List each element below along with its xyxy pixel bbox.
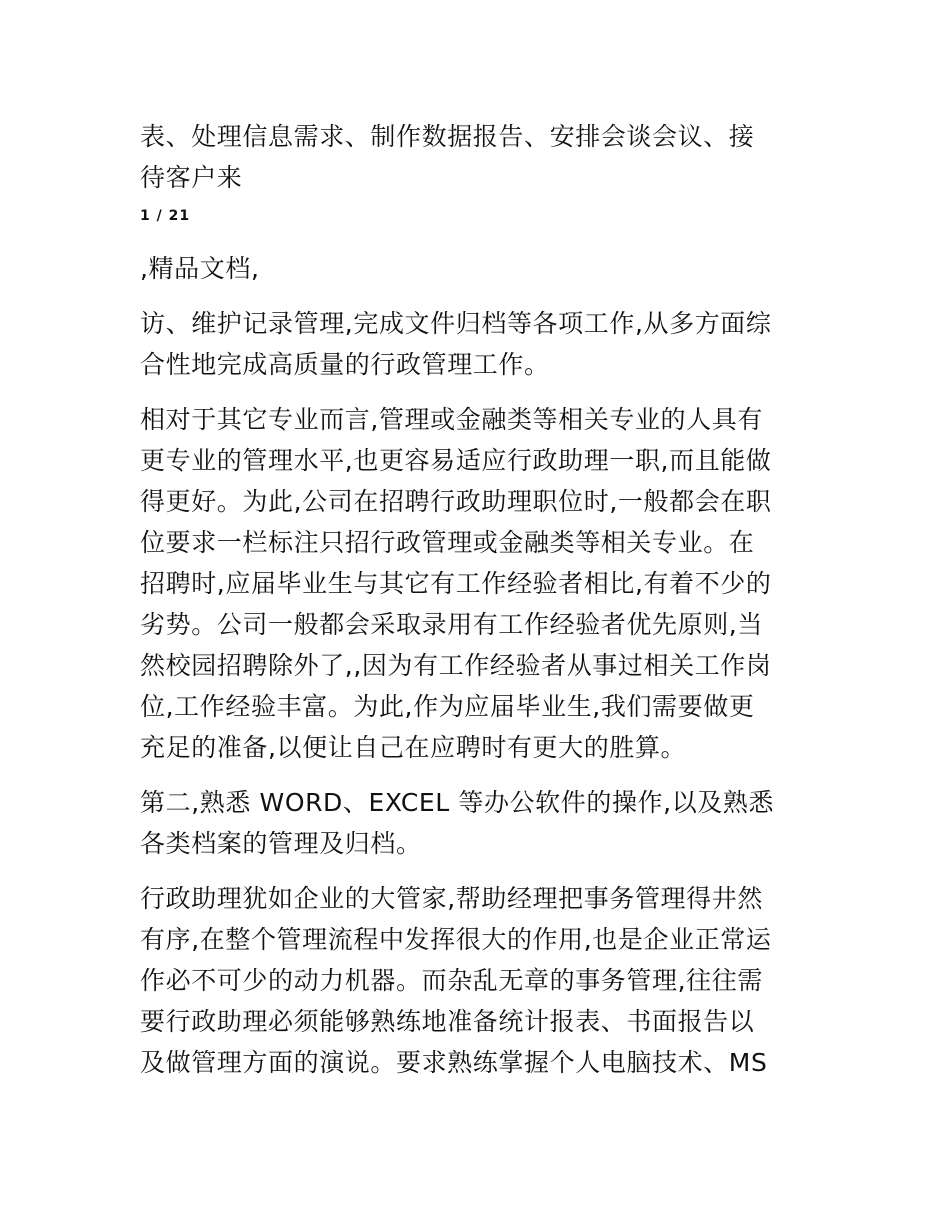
paragraph-intro — [140, 116, 812, 198]
text-line: 位,工作经验丰富。为此,作为应届毕业生,我们需要做更 — [140, 692, 755, 721]
paragraph-4 — [140, 878, 812, 1083]
text-line: 更专业的管理水平,也更容易适应行政助理一职,而且能做 — [140, 446, 772, 475]
document-content — [140, 116, 812, 1083]
text-line: 然校园招聘除外了,,因为有工作经验者从事过相关工作岗 — [140, 651, 772, 680]
text-line: 劣势。公司一般都会采取录用有工作经验者优先原则,当 — [140, 610, 763, 639]
header-tag — [140, 248, 812, 289]
text-line: 行政助理犹如企业的大管家,帮助经理把事务管理得井然 — [140, 884, 763, 913]
text-line: 各类档案的管理及归档。 — [140, 829, 422, 858]
text-line: 第二,熟悉 WORD、EXCEL 等办公软件的操作,以及熟悉 — [140, 788, 775, 817]
text-line: 及做管理方面的演说。要求熟练掌握个人电脑技术、MS — [140, 1048, 768, 1077]
text-line: 表、处理信息需求、制作数据报告、安排会谈会议、接 — [140, 122, 755, 151]
text-line: 有序,在整个管理流程中发挥很大的作用,也是企业正常运 — [140, 925, 772, 954]
text-line: ,精品文档, — [140, 254, 260, 283]
text-line: 作必不可少的动力机器。而杂乱无章的事务管理,往往需 — [140, 966, 763, 995]
text-line: 得更好。为此,公司在招聘行政助理职位时,一般都会在职 — [140, 487, 772, 516]
text-line: 充足的准备,以便让自己在应聘时有更大的胜算。 — [140, 733, 687, 762]
page-number: 1 / 21 — [140, 208, 191, 224]
paragraph-2 — [140, 399, 812, 768]
text-line: 招聘时,应届毕业生与其它有工作经验者相比,有着不少的 — [140, 569, 772, 598]
text-line: 待客户来 — [140, 163, 243, 192]
text-line: 位要求一栏标注只招行政管理或金融类等相关专业。在 — [140, 528, 755, 557]
paragraph-3 — [140, 782, 812, 864]
text-line: 合性地完成高质量的行政管理工作。 — [140, 350, 550, 379]
text-line: 要行政助理必须能够熟练地准备统计报表、书面报告以 — [140, 1007, 755, 1036]
paragraph-1 — [140, 303, 812, 385]
text-line: 访、维护记录管理,完成文件归档等各项工作,从多方面综 — [140, 309, 772, 338]
text-line: 相对于其它专业而言,管理或金融类等相关专业的人具有 — [140, 405, 763, 434]
